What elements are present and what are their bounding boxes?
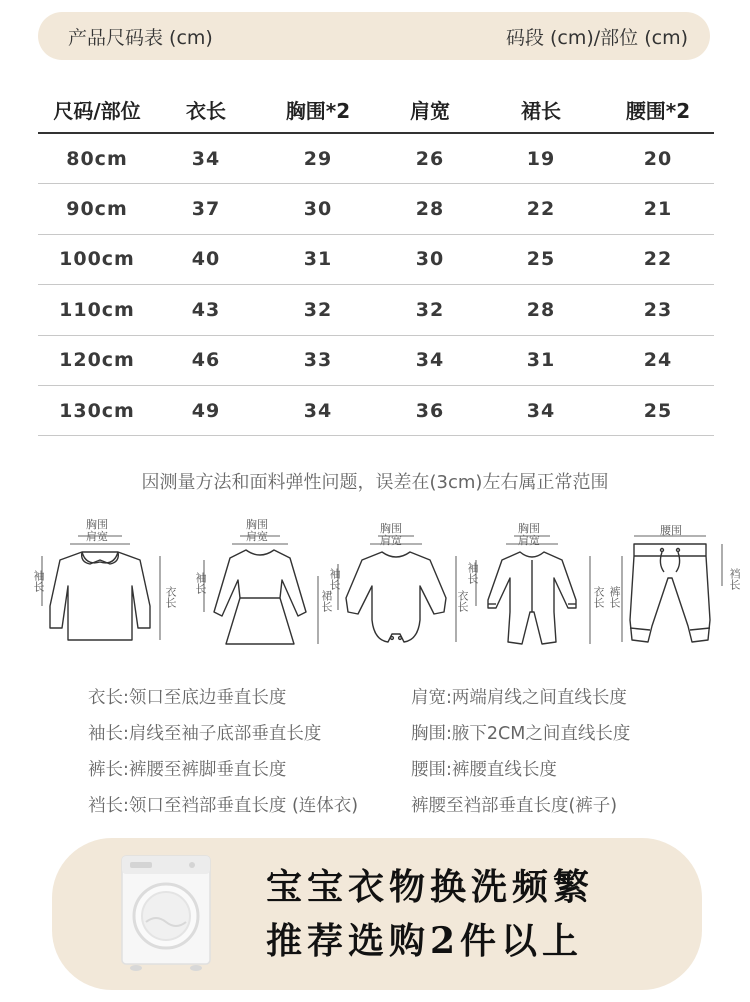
header-right-title: 码段 (cm)/部位 (cm) [505, 26, 688, 49]
definition-item: 裤腰至裆部垂直长度(裤子) [410, 795, 618, 816]
definition-item: 衣长:领口至底边垂直长度 [88, 687, 287, 708]
dress-diagram [190, 516, 333, 656]
table-cell: 33 [303, 349, 333, 372]
table-cell: 40 [191, 248, 221, 271]
label-rise: 裆长 [728, 568, 741, 590]
table-cell: 43 [191, 298, 221, 321]
label-length: 衣长 [456, 590, 469, 612]
column-header: 胸围*2 [285, 98, 351, 123]
measurement-note: 因测量方法和面料弹性问题，误差在(3cm)左右属正常范围 [141, 472, 609, 493]
table-row [38, 235, 714, 285]
table-row [38, 336, 714, 386]
table-cell: 29 [303, 147, 333, 170]
header-left-title: 产品尺码表 (cm) [68, 26, 213, 49]
label-sleeve: 袖长 [194, 572, 207, 594]
wash-tip-banner [52, 838, 702, 990]
banner-slogan [266, 860, 594, 968]
table-cell: 25 [643, 399, 673, 422]
table-cell: 46 [191, 349, 221, 372]
definition-row [88, 678, 728, 714]
label-shoulder: 肩宽 [86, 530, 108, 543]
table-row [38, 386, 714, 436]
table-cell: 24 [643, 349, 673, 372]
label-sleeve: 袖长 [32, 570, 45, 592]
table-cell: 25 [526, 248, 556, 271]
table-cell: 19 [526, 147, 556, 170]
table-cell: 120cm [59, 349, 135, 372]
table-cell: 26 [415, 147, 445, 170]
label-waist: 腰围 [660, 524, 682, 537]
table-cell: 20 [643, 147, 673, 170]
definition-row [88, 714, 728, 750]
table-cell: 21 [643, 198, 673, 221]
table-cell: 30 [303, 198, 333, 221]
pants-diagram [600, 516, 740, 656]
definition-item: 裤长:裤腰至裤脚垂直长度 [88, 759, 287, 780]
table-cell: 32 [415, 298, 445, 321]
column-header: 肩宽 [410, 98, 450, 123]
table-row [38, 285, 714, 335]
table-cell: 31 [526, 349, 556, 372]
label-length: 衣长 [592, 586, 605, 608]
size-table [38, 86, 714, 436]
slogan-line-1: 宝宝衣物换洗频繁 [266, 866, 595, 908]
label-sleeve: 袖长 [466, 562, 479, 584]
shirt-diagram [30, 516, 177, 656]
definition-item: 肩宽:两端肩线之间直线长度 [410, 687, 627, 708]
table-header-row [38, 86, 714, 134]
table-cell: 34 [415, 349, 445, 372]
table-cell: 100cm [59, 248, 135, 271]
header-bar [38, 12, 710, 60]
label-length: 衣长 [164, 586, 177, 608]
table-row [38, 184, 714, 234]
column-header: 裙长 [521, 98, 561, 123]
table-cell: 36 [415, 399, 445, 422]
definition-item: 腰围:裤腰直线长度 [410, 759, 557, 780]
table-cell: 32 [303, 298, 333, 321]
table-cell: 34 [191, 147, 221, 170]
table-cell: 130cm [59, 399, 135, 422]
column-header: 尺码/部位 [53, 98, 141, 123]
table-cell: 22 [526, 198, 556, 221]
definition-row [88, 786, 728, 822]
table-cell: 37 [191, 198, 221, 221]
definition-item: 裆长:领口至裆部垂直长度 (连体衣) [88, 795, 359, 816]
label-chest: 胸围 [246, 518, 268, 531]
table-cell: 110cm [59, 298, 135, 321]
table-cell: 28 [526, 298, 556, 321]
table-row [38, 134, 714, 184]
slogan-line-2: 推荐选购2件以上 [266, 920, 584, 962]
label-sleeve: 袖长 [328, 568, 341, 590]
label-length: 裙长 [320, 590, 333, 612]
table-cell: 80cm [66, 147, 128, 170]
table-cell: 23 [643, 298, 673, 321]
measurement-definitions [88, 678, 728, 822]
definition-item: 袖长:肩线至袖子底部垂直长度 [88, 723, 322, 744]
label-shoulder: 肩宽 [380, 534, 402, 547]
label-shoulder: 肩宽 [246, 530, 268, 543]
table-cell: 34 [303, 399, 333, 422]
table-cell: 49 [191, 399, 221, 422]
label-shoulder: 肩宽 [518, 534, 540, 547]
table-cell: 22 [643, 248, 673, 271]
label-pants-length: 裤长 [608, 586, 621, 608]
table-cell: 30 [415, 248, 445, 271]
table-cell: 34 [526, 399, 556, 422]
label-chest: 胸围 [380, 522, 402, 535]
washing-machine-icon [120, 852, 212, 972]
label-chest: 胸围 [86, 518, 108, 531]
bodysuit-diagram [326, 516, 469, 656]
table-cell: 90cm [66, 198, 128, 221]
romper-diagram [462, 516, 605, 656]
definition-row [88, 750, 728, 786]
table-cell: 28 [415, 198, 445, 221]
column-header: 腰围*2 [625, 98, 691, 123]
column-header: 衣长 [186, 98, 226, 123]
garment-diagrams [30, 516, 741, 656]
table-cell: 31 [303, 248, 333, 271]
definition-item: 胸围:腋下2CM之间直线长度 [410, 723, 631, 744]
label-chest: 胸围 [518, 522, 540, 535]
